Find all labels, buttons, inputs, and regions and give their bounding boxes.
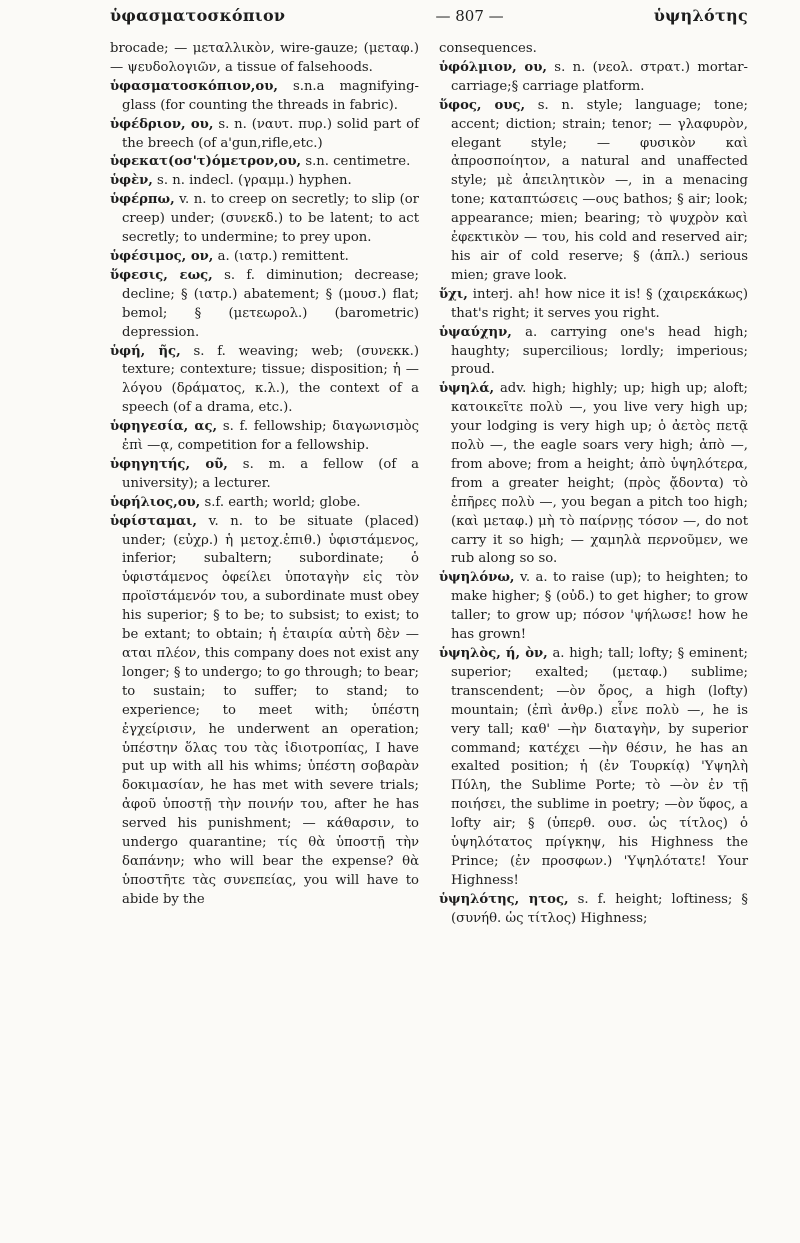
- dictionary-entry: [439, 380, 748, 569]
- entry-definition: s. f. height; loftiness; § (συνήθ. ὡς τίτλος) Highness;: [451, 891, 748, 926]
- entry-definition: s.n.a magnifying-glass (for counting the threads in fabric).: [122, 78, 419, 113]
- columns: [110, 40, 748, 929]
- dictionary-entry: [110, 343, 419, 419]
- entry-headword: ὑφηγητής, οῦ,: [110, 456, 228, 472]
- entry-headword: ὑφίσταμαι,: [110, 513, 197, 529]
- dictionary-entry: [110, 78, 419, 116]
- dictionary-entry: [110, 172, 419, 191]
- entry-definition: consequences.: [439, 41, 537, 56]
- entry-definition: s. n. indecl. (γραμμ.) hyphen.: [157, 173, 352, 189]
- entry-headword: ὑψηλά,: [439, 381, 495, 397]
- entry-definition: a. (ιατρ.) remittent.: [217, 248, 349, 264]
- entry-headword: ὑψηλότης, ητος,: [439, 891, 569, 907]
- entry-definition: s.f. earth; world; globe.: [204, 494, 361, 510]
- page-header: [110, 6, 748, 40]
- dictionary-entry: [439, 324, 748, 381]
- entry-definition: v. n. to creep on secretly; to slip (or creep) under; (συνεκδ.) to be latent; to act secretly; to undermine; to prey upon.: [122, 192, 419, 246]
- entry-definition: a. carrying one's head high; haughty; supercilious; lordly; imperious; proud.: [451, 324, 748, 378]
- entry-definition: s. n. style; language; tone; accent; diction; strain; tenor; — γλαφυρὸν, elegant style; — φυσικὸν καὶ ἀπροσποίητον, a natural and unaffected style; μὲ ἀπειλητικὸν —, in a menacing tone; καταπτώσεις —ους bathos; § air; look; appearance; mien; bearing; τὸ ψυχρὸν καὶ ἐφεκτικὸν — του, his cold and reserved air; his air of cold reserve; § (ἁπλ.) serious mien; grave look.: [451, 97, 748, 283]
- entry-definition: v. a. to raise (up); to heighten; to make higher; § (οὐδ.) to get higher; to grow taller; to grow up; πόσον 'ψήλωσε! how he has grown!: [451, 570, 748, 643]
- entry-headword: ὕχι,: [439, 286, 468, 302]
- entry-definition: s. f. diminution; decrease; decline; § (ιατρ.) abatement; § (μουσ.) flat; bemol; § (μετεωρολ.) (barometric) depression.: [122, 267, 419, 340]
- dictionary-entry: [110, 40, 419, 78]
- entry-headword: ὑφεκατ(οσ'τ)όμετρον,ου,: [110, 154, 302, 170]
- entry-definition: s. f. fellowship; διαγωνισμὸς ἐπὶ —ᾳ, competition for a fellowship.: [122, 419, 419, 454]
- entry-headword: ὑφέσιμος, ον,: [110, 248, 214, 264]
- dictionary-entry: [439, 645, 748, 891]
- dictionary-entry: [110, 494, 419, 513]
- entry-definition: s. n. (νεολ. στρατ.) mortar-carriage;§ carriage platform.: [451, 59, 748, 94]
- entry-definition: s. f. weaving; web; (συνεκκ.) texture; contexture; tissue; disposition; ἡ — λόγου (δράματος, κ.λ.), the context of a speech (of a drama, etc.).: [122, 343, 419, 416]
- page-number: — 807 —: [435, 7, 504, 25]
- dictionary-entry: [439, 97, 748, 286]
- entry-headword: ὑψηλὸς, ή, ὸν,: [439, 646, 548, 661]
- dictionary-entry: [439, 286, 748, 324]
- dictionary-entry: [439, 59, 748, 97]
- entry-headword: ὑφή, ῆς,: [110, 343, 181, 359]
- dictionary-entry: [110, 456, 419, 494]
- entry-definition: brocade; — μεταλλικὸν, wire-gauze; (μεταφ.) — ψευδολογιῶν, a tissue of falsehoods.: [110, 41, 419, 75]
- entry-definition: s. n. (ναυτ. πυρ.) solid part of the breech (of a'gun,rifle,etc.): [122, 116, 419, 151]
- entry-headword: ὑφασματοσκόπιον,ου,: [110, 78, 278, 94]
- entry-definition: a. high; tall; lofty; § eminent; superior; exalted; (μεταφ.) sublime; transcendent; —ὸν ὄρος, a high (lofty) mountain; (ἐπὶ ἀνθρ.) εἶνε πολὺ —, he is very tall; καθ' —ὴν διαταγὴν, by superior command; κατέχει —ὴν θέσιν, he has an exalted position; ἡ (ἐν Τουρκίᾳ) 'Υψηλὴ Πύλη, the Sublime Porte; τὸ —ὸν ἐν τῇ ποιήσει, the sublime in poetry; —ὸν ὕφος, a lofty air; § (ὑπερθ. ουσ. ὡς τίτλος) ὁ ὑψηλότατος πρίγκηψ, his Highness the Prince; (ἐν προσφων.) 'Υψηλότατε! Your Highness!: [451, 646, 748, 888]
- left-column: [110, 40, 419, 929]
- entry-definition: adv. high; highly; up; high up; aloft; κατοικεῖτε πολὺ —, you live very high up; your lodging is very high up; ὁ ἀετὸς πετᾷ πολὺ —, the eagle soars very high; ἀπὸ —, from above; from a height; ἀπὸ ὑψηλότερα, from a greater height; (πρὸς ᾄδοντα) τὸ ἐπῆρες πολὺ —, you began a pitch too high; (καὶ μεταφ.) μὴ τὸ παίρνῃς τόσον —, do not carry it so high; — χαμηλὰ περνοῦμεν, we rub along so so.: [451, 381, 748, 567]
- dictionary-entry: [110, 153, 419, 172]
- entry-headword: ὑφόλμιον, ου,: [439, 59, 547, 75]
- entry-definition: interj. ah! how nice it is! § (χαιρεκάκως) that's right; it serves you right.: [451, 286, 748, 321]
- entry-headword: ὕφεσις, εως,: [110, 267, 213, 283]
- dictionary-entry: [110, 418, 419, 456]
- dictionary-entry: [110, 116, 419, 154]
- dictionary-entry: [110, 248, 419, 267]
- right-column: [439, 40, 748, 929]
- entry-definition: v. n. to be situate (placed) under; (εὐχρ.) ἡ μετοχ.ἐπιθ.) ὑφιστάμενος, inferior; subaltern; subordinate; ὁ ὑφιστάμενος ὀφείλει ὑποταγὴν εἰς τὸν προϊστάμενόν του, a subordinate must obey his superior; § to be; to subsist; to exist; to be extant; to obtain; ἡ ἑταιρία αὐτὴ δὲν —αται πλέον, this company does not exist any longer; § to undergo; to go through; to bear; to sustain; to suffer; to stand; to experience; to meet with; ὑπέστη ἐγχείρισιν, he underwent an operation; ὑπέστην ὅλας του τὰς ἰδιοτροπίας, I have put up with all his whims; ὑπέστη σοβαρὰν δοκιμασίαν, he has met with severe trials; ἀφοῦ ὑποστῇ τὴν ποινήν του, after he has served his punishment; — κάθαρσιν, to undergo quarantine; τίς θὰ ὑποστῇ τὴν δαπάνην; who will bear the expense? θὰ ὑποστῆτε τὰς συνεπείας, you will have to abide by the: [122, 513, 419, 907]
- entry-headword: ὑφὲν,: [110, 173, 153, 189]
- entry-headword: ὑψαύχην,: [439, 324, 512, 340]
- dictionary-entry: [439, 40, 748, 59]
- entry-headword: ὕφος, ους,: [439, 97, 526, 113]
- dictionary-entry: [439, 569, 748, 645]
- dictionary-entry: [110, 513, 419, 910]
- entry-headword: ὑφηγεσία, ας,: [110, 419, 218, 435]
- entry-headword: ὑφέδριον, ου,: [110, 116, 214, 132]
- header-left-guideword: ὑφασματοσκόπιον: [110, 6, 286, 25]
- header-right-guideword: ὑψηλότης: [653, 6, 748, 25]
- entry-definition: s.n. centimetre.: [305, 154, 411, 170]
- dictionary-entry: [439, 891, 748, 929]
- entry-definition: s. m. a fellow (of a university); a lecturer.: [122, 456, 419, 491]
- dictionary-entry: [110, 191, 419, 248]
- entry-headword: ὑφέρπω,: [110, 192, 175, 208]
- dictionary-entry: [110, 267, 419, 343]
- entry-headword: ὑφήλιος,ου,: [110, 494, 201, 510]
- entry-headword: ὑψηλόνω,: [439, 570, 515, 586]
